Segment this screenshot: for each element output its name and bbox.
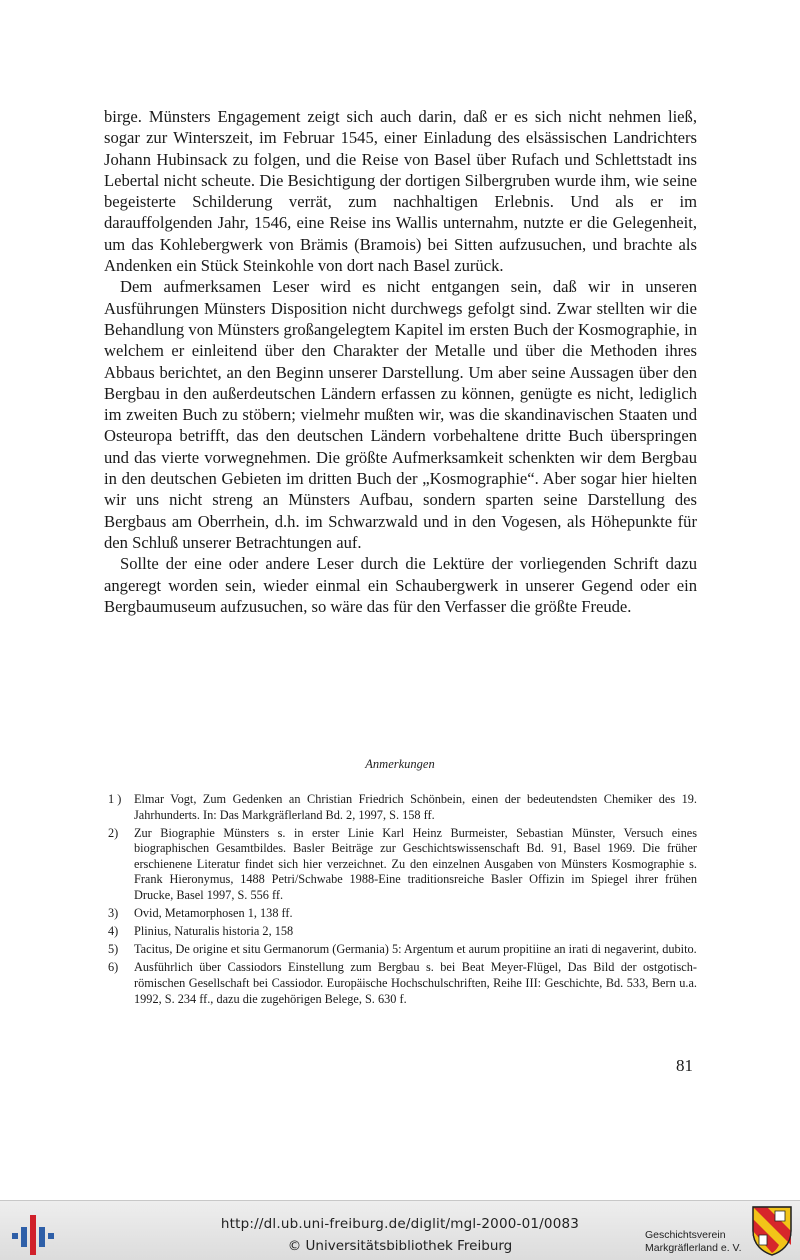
note-text: Tacitus, De origine et situ Germanorum (Germania) 5: Argentum et aurum propitiine an irati di negaverint, dubito.	[134, 942, 697, 957]
viewer-footer	[0, 1200, 800, 1260]
note-item	[108, 942, 697, 958]
paragraph: Sollte der eine oder andere Leser durch die Lektüre der vorliegenden Schrift dazu angeregt worden sein, wieder einmal ein Schaubergwerk in unserer Gegend oder ein Bergbaumuseum aufzusuchen, so wäre das für den Verfasser die größte Freude.	[104, 554, 697, 616]
note-text: Zur Biographie Münsters s. in erster Linie Karl Heinz Burmeister, Sebastian Münster, Versuch eines biographischen Gesamtbildes. Basler Beiträge zur Geschichtswissenschaft Bd. 91, Basel 1969. Die früher erschienene Literatur findet sich hier verzeichnet. Zu den einzelnen Ausgaben von Münsters Kosmographie s. Frank Hieronymus, 1488 Petri/Schwabe 1988-Eine traditionsreiche Basler Offizin im Spiegel ihrer frühen Drucke, Basel 1997, S. 556 ff.	[134, 825, 697, 903]
coat-of-arms-icon	[751, 1205, 793, 1257]
copyright-text: © Universitätsbibliothek Freiburg	[287, 1238, 513, 1254]
note-text: Ovid, Metamorphosen 1, 138 ff.	[134, 906, 293, 921]
page-number: 81	[676, 1056, 693, 1075]
note-number: 6)	[108, 960, 119, 975]
association-name	[645, 1229, 742, 1255]
paragraph: birge. Münsters Engagement zeigt sich auch darin, daß er es sich nicht nehmen ließ, sogar zur Winterszeit, im Februar 1545, einer Einladung des elsässischen Landrichters Johann Hubinsack zu folgen, und die Reise von Basel über Rufach und Schlettstadt ins Lebertal nicht scheute. Die Besichtigung der dortigen Silbergruben wurde ihm, wie seine begeisterte Schilderung verrät, zum nachhaltigen Erlebnis. Und als er im darauffolgenden Jahr, 1546, eine Reise ins Wallis unternahm, nutzte er die Gelegenheit, um das Kohlebergwerk von Brämis (Bramois) bei Sitten aufzusuchen, und brachte als Andenken ein Stück Steinkohle von dort nach Basel zurück.	[104, 107, 697, 276]
note-item	[108, 906, 697, 922]
note-number: 3)	[108, 906, 119, 921]
note-item	[108, 826, 697, 904]
note-number: 1 )	[108, 792, 122, 806]
notes-list	[108, 792, 697, 1010]
note-item	[108, 792, 697, 823]
note-text: Ausführlich über Cassiodors Einstellung zum Bergbau s. bei Beat Meyer-Flügel, Das Bild der ostgotisch-römischen Gesellschaft bei Cassiodor. Europäische Hochschulschriften, Reihe III: Geschichte, Bd. 533, Bern u.a. 1992, S. 234 ff., dazu die zugehörigen Belege, S. 630 f.	[134, 960, 697, 1006]
paragraph: Dem aufmerksamen Leser wird es nicht entgangen sein, daß wir in unseren Ausführungen Münsters Disposition nicht durchwegs gefolgt sind. Zwar stellten wir die Behandlung von Münsters großangelegtem Kapitel im ersten Buch der Kosmographie, in welchem er einleitend über den Charakter der Metalle und über die Methoden ihres Abbaus berichtet, an den Beginn unserer Darstellung. Um aber seine Aussagen über den Bergbau in den außerdeutschen Ländern erfassen zu können, genügte es nicht, lediglich im zweiten Buch zu stöbern; vielmehr mußten wir, was die skandinavischen Staaten und Osteuropa betrifft, das den deutschen Ländern vorbehaltene dritte Buch überspringen und das vierte vorwegnehmen. Die größte Aufmerksamkeit schenkten wir dem Bergbau in den deutschen Gebieten im dritten Buch der „Kosmographie“. Aber sogar hier hielten wir uns nicht streng an Münsters Aufbau, sondern sparten seine Darstellung des Bergbaus am Oberrhein, d.h. im Schwarzwald und in den Vogesen, als Höhepunkte für den Schluß unserer Betrachtungen auf.	[104, 277, 697, 552]
note-item	[108, 924, 697, 940]
note-text: Plinius, Naturalis historia 2, 158	[134, 924, 294, 939]
note-number: 5)	[108, 942, 119, 957]
document-url-link[interactable]: http://dl.ub.uni-freiburg.de/diglit/mgl-2000-01/0083	[220, 1216, 580, 1232]
note-item	[108, 960, 697, 1007]
note-number: 4)	[108, 924, 119, 939]
note-number: 2)	[108, 825, 119, 840]
association-line: Geschichtsverein	[645, 1229, 726, 1241]
association-line: Markgräflerland e. V.	[645, 1242, 742, 1254]
notes-heading: Anmerkungen	[365, 757, 435, 771]
note-text: Elmar Vogt, Zum Gedenken an Christian Friedrich Schönbein, einen der bedeutendsten Chemiker des 19. Jahrhunderts. In: Das Markgräflerland Bd. 2, 1997, S. 158 ff.	[134, 792, 697, 822]
body-text	[104, 106, 697, 617]
